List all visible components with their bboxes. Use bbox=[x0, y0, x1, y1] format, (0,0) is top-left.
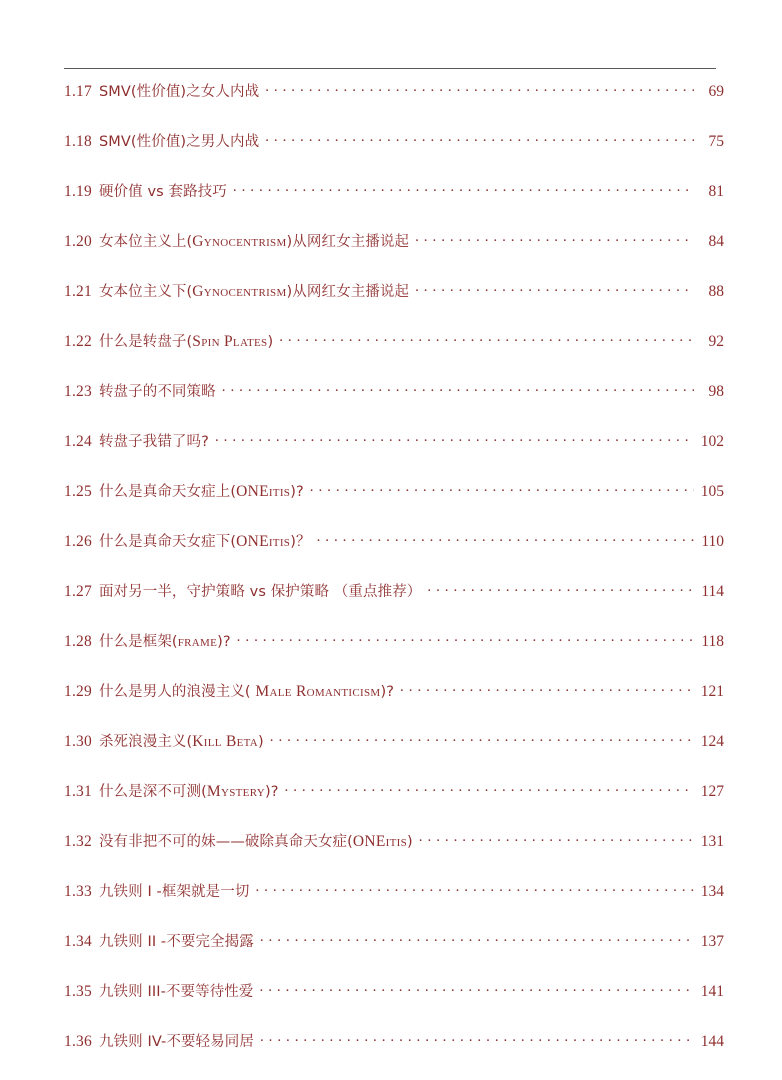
toc-entry-title-main: ) bbox=[258, 734, 264, 750]
toc-entry-title bbox=[99, 680, 394, 701]
toc-entry-number: 1.25 bbox=[64, 483, 92, 500]
toc-entry-title bbox=[99, 880, 250, 901]
toc-entry-number: 1.17 bbox=[64, 83, 92, 100]
toc-entry-number: 1.34 bbox=[64, 933, 92, 950]
toc-entry[interactable] bbox=[64, 280, 724, 330]
toc-entry-number: 1.27 bbox=[64, 583, 92, 600]
toc-entry-page-number: 81 bbox=[708, 183, 724, 200]
toc-entry-title-main: 转盘子我错了吗? bbox=[98, 434, 209, 450]
toc-entry-title bbox=[99, 980, 254, 1001]
toc-entry-title-main: (性价值)之女人内战 bbox=[130, 84, 260, 100]
toc-entry-title bbox=[99, 730, 264, 751]
toc-entry[interactable] bbox=[64, 80, 724, 130]
toc-entry-title-smallcaps: Gynocentrism bbox=[192, 283, 287, 300]
toc-entry-title-main: (性价值)之男人内战 bbox=[130, 134, 260, 150]
toc-entry-title bbox=[99, 380, 216, 401]
toc-entry-title-main: 九铁则 III-不要等待性爱 bbox=[98, 984, 254, 1000]
toc-entry[interactable] bbox=[64, 480, 724, 530]
toc-entry-page-number: 92 bbox=[708, 333, 724, 350]
toc-entry-title bbox=[99, 580, 421, 601]
toc-leader-dots bbox=[255, 881, 694, 897]
toc-entry-number: 1.21 bbox=[64, 283, 92, 300]
toc-leader-dots bbox=[400, 681, 694, 697]
toc-entry-page-number: 88 bbox=[708, 283, 724, 300]
toc-entry-title-main: )？ bbox=[290, 534, 311, 550]
toc-entry-title bbox=[99, 130, 259, 151]
toc-entry-title-main: 九铁则 IV-不要轻易同居 bbox=[98, 1034, 254, 1050]
toc-entry-title-main: 硬价值 vs 套路技巧 bbox=[98, 184, 227, 200]
toc-entry-number: 1.30 bbox=[64, 733, 92, 750]
toc-entry-title bbox=[99, 530, 311, 551]
toc-entry[interactable] bbox=[64, 230, 724, 280]
toc-entry-number: 1.28 bbox=[64, 633, 92, 650]
toc-entry[interactable] bbox=[64, 780, 724, 830]
toc-entry-page-number: 134 bbox=[700, 883, 724, 900]
toc-entry-page-number: 110 bbox=[701, 533, 724, 550]
toc-entry[interactable] bbox=[64, 430, 724, 480]
toc-leader-dots bbox=[222, 381, 694, 397]
toc-entry-title-main: )? bbox=[290, 484, 304, 500]
toc-entry-title-pre: 女本位主义上( bbox=[98, 234, 193, 250]
toc-leader-dots bbox=[427, 581, 694, 597]
toc-entry-title-smallcaps: Gynocentrism bbox=[192, 233, 287, 250]
toc-entry-title-smallcaps: Kill Beta bbox=[192, 733, 259, 750]
toc-entry-number: 1.31 bbox=[64, 783, 92, 800]
toc-entry-title bbox=[99, 780, 279, 801]
toc-entry-title bbox=[99, 430, 209, 451]
toc-leader-dots bbox=[265, 131, 694, 147]
toc-entry-page-number: 137 bbox=[700, 933, 724, 950]
toc-entry[interactable] bbox=[64, 380, 724, 430]
toc-entry-page-number: 98 bbox=[708, 383, 724, 400]
toc-entry-title bbox=[99, 230, 409, 251]
toc-entry-title-main: 转盘子的不同策略 bbox=[98, 384, 216, 400]
toc-entry[interactable] bbox=[64, 980, 724, 1030]
toc-leader-dots bbox=[237, 631, 694, 647]
toc-entry-page-number: 121 bbox=[700, 683, 724, 700]
toc-entry-page-number: 118 bbox=[701, 633, 724, 650]
toc-entry[interactable] bbox=[64, 630, 724, 680]
toc-leader-dots bbox=[265, 81, 694, 97]
toc-entry-number: 1.18 bbox=[64, 133, 92, 150]
toc-entry-title-smallcaps: Mystery bbox=[206, 783, 265, 800]
toc-entry-page-number: 131 bbox=[700, 833, 724, 850]
toc-entry[interactable] bbox=[64, 880, 724, 930]
toc-entry-title-pre: SMV bbox=[98, 134, 131, 150]
toc-entry-title-smallcaps: frame bbox=[177, 633, 218, 650]
toc-entry-title-pre: 什么是深不可测( bbox=[98, 784, 207, 800]
toc-entry-title-pre: 没有非把不可的妹——破除真命天女症( bbox=[98, 834, 353, 850]
toc-entry-title-main: )? bbox=[380, 684, 395, 700]
toc-entry-page-number: 141 bbox=[700, 983, 724, 1000]
toc-entry-title-main: 九铁则 II -不要完全揭露 bbox=[98, 934, 254, 950]
toc-leader-dots bbox=[317, 531, 694, 547]
toc-entry-title-smallcaps: ONEitis bbox=[236, 533, 291, 550]
toc-entry-number: 1.26 bbox=[64, 533, 92, 550]
toc-entry-title-main: )从网红女主播说起 bbox=[286, 284, 410, 300]
toc-entry-title-pre: 什么是男人的浪漫主义( bbox=[98, 684, 256, 700]
toc-leader-dots bbox=[260, 931, 694, 947]
toc-leader-dots bbox=[415, 281, 694, 297]
toc-entry-title bbox=[99, 830, 413, 851]
toc-entry-title-main: ) bbox=[267, 334, 274, 350]
toc-entry-page-number: 75 bbox=[708, 133, 724, 150]
toc-leader-dots bbox=[285, 781, 694, 797]
toc-entry-title-pre: 什么是真命天女症下( bbox=[98, 534, 237, 550]
toc-entry-number: 1.32 bbox=[64, 833, 92, 850]
toc-entry-title-pre: 什么是真命天女症上( bbox=[98, 484, 237, 500]
toc-entry-title bbox=[99, 1030, 254, 1051]
toc-leader-dots bbox=[233, 181, 694, 197]
toc-leader-dots bbox=[310, 481, 694, 497]
toc-entry-page-number: 114 bbox=[701, 583, 724, 600]
toc-leader-dots bbox=[415, 231, 694, 247]
toc-entry-number: 1.29 bbox=[64, 683, 92, 700]
toc-entry-page-number: 144 bbox=[700, 1033, 724, 1050]
toc-entry[interactable] bbox=[64, 180, 724, 230]
toc-entry[interactable] bbox=[64, 530, 724, 580]
toc-entry-title-main: )? bbox=[264, 784, 279, 800]
toc-entry-page-number: 69 bbox=[708, 83, 724, 100]
toc-leader-dots bbox=[270, 731, 694, 747]
toc-leader-dots bbox=[279, 331, 694, 347]
toc-entry-page-number: 127 bbox=[700, 783, 724, 800]
toc-entry-title-pre: SMV bbox=[98, 84, 131, 100]
toc-entry-page-number: 102 bbox=[700, 433, 724, 450]
toc-entry-number: 1.24 bbox=[64, 433, 92, 450]
toc-entry-page-number: 105 bbox=[700, 483, 724, 500]
toc-entry-title-smallcaps: ONEitis bbox=[352, 833, 408, 850]
toc-entry-title-main: ) bbox=[407, 834, 413, 850]
toc-entry-number: 1.33 bbox=[64, 883, 92, 900]
toc-entry-number: 1.22 bbox=[64, 333, 92, 350]
toc-entry-page-number: 84 bbox=[708, 233, 724, 250]
toc-entry-title bbox=[99, 930, 254, 951]
toc-entry-title-smallcaps: Spin Plates bbox=[192, 333, 268, 350]
header-rule bbox=[64, 68, 716, 69]
toc-entry-title bbox=[99, 330, 273, 351]
toc-leader-dots bbox=[215, 431, 694, 447]
toc-entry-title-main: 九铁则 I -框架就是一切 bbox=[98, 884, 250, 900]
toc-entry-title bbox=[99, 80, 259, 101]
toc-entry[interactable] bbox=[64, 680, 724, 730]
toc-entry-title-main: 面对另一半，守护策略 vs 保护策略 （重点推荐） bbox=[98, 584, 422, 600]
toc-entry-title-pre: 杀死浪漫主义( bbox=[98, 734, 193, 750]
toc-entry-title bbox=[99, 480, 304, 501]
toc-entry[interactable] bbox=[64, 730, 724, 780]
toc-entry[interactable] bbox=[64, 130, 724, 180]
toc-leader-dots bbox=[260, 981, 694, 997]
table-of-contents bbox=[64, 80, 724, 1080]
toc-entry-title-pre: 女本位主义下( bbox=[98, 284, 193, 300]
toc-leader-dots bbox=[260, 1031, 694, 1047]
toc-entry[interactable] bbox=[64, 830, 724, 880]
toc-entry-number: 1.35 bbox=[64, 983, 92, 1000]
toc-entry-title-pre: 什么是框架( bbox=[98, 634, 178, 650]
toc-entry-title bbox=[99, 630, 231, 651]
toc-entry[interactable] bbox=[64, 580, 724, 630]
toc-entry-title-smallcaps: ONEitis bbox=[236, 483, 291, 500]
toc-entry-title-main: )从网红女主播说起 bbox=[286, 234, 410, 250]
toc-entry-page-number: 124 bbox=[700, 733, 724, 750]
toc-entry-title bbox=[99, 180, 227, 201]
toc-entry-title bbox=[99, 280, 409, 301]
toc-entry[interactable] bbox=[64, 1030, 724, 1080]
toc-entry-number: 1.23 bbox=[64, 383, 92, 400]
toc-entry-number: 1.36 bbox=[64, 1033, 92, 1050]
toc-entry[interactable] bbox=[64, 930, 724, 980]
toc-leader-dots bbox=[419, 831, 694, 847]
toc-entry[interactable] bbox=[64, 330, 724, 380]
toc-entry-title-pre: 什么是转盘子( bbox=[98, 334, 193, 350]
toc-entry-title-main: )? bbox=[217, 634, 231, 650]
toc-entry-number: 1.20 bbox=[64, 233, 92, 250]
toc-entry-number: 1.19 bbox=[64, 183, 92, 200]
toc-entry-title-smallcaps: Male Romanticism bbox=[255, 683, 381, 700]
